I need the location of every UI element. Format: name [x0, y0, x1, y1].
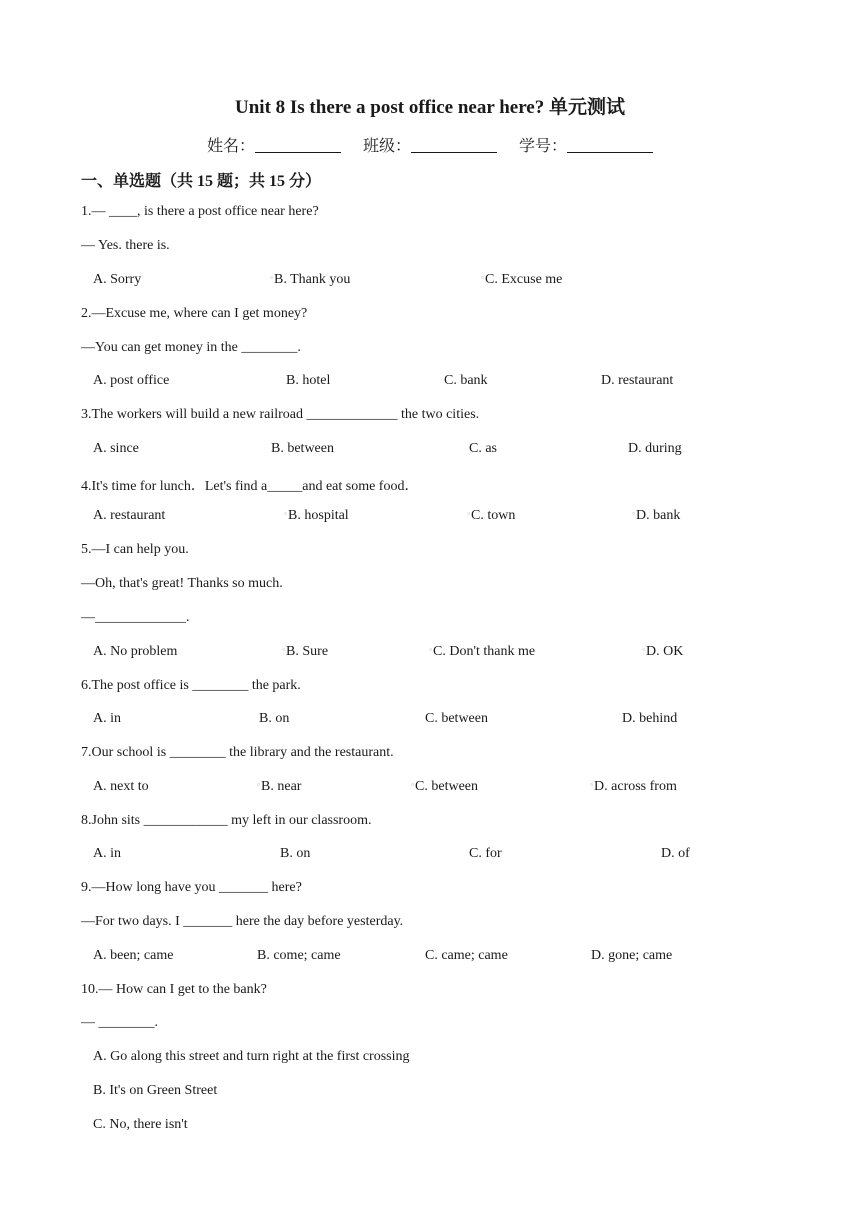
q7-option-a: A. next to [93, 779, 149, 794]
q1-option-b: ○B. Thank you [270, 272, 351, 287]
q8-option-a: A. in [93, 846, 121, 861]
q6-option-d: D. behind [622, 711, 678, 726]
page-title: Unit 8 Is there a post office near here? 单元测试 [235, 97, 625, 118]
q4-option-c: ○C. town [467, 508, 516, 523]
q3-option-a: A. since [93, 441, 139, 456]
q2-option-a: A. post office [93, 373, 170, 388]
q1-option-a: A. Sorry [93, 272, 142, 287]
q2-option-d: D. restaurant [601, 373, 674, 388]
q5-option-d: ○D. OK [642, 644, 684, 659]
question-1-stem: 1.— ____, is there a post office near here? [81, 204, 319, 219]
q6-option-c: C. between [425, 711, 488, 726]
number-label: 学号： [519, 138, 568, 155]
q5-option-a: A. No problem [93, 644, 178, 659]
question-2-stem: 2.—Excuse me, where can I get money? [81, 306, 308, 321]
q6-option-a: A. in [93, 711, 121, 726]
q10-option-b: B. It's on Green Street [93, 1083, 218, 1098]
q7-option-d: ○D. across from [590, 779, 677, 794]
q10-option-c: C. No, there isn't [93, 1117, 188, 1132]
q5-option-b: ○B. Sure [282, 644, 329, 659]
question-2-reply: —You can get money in the ________. [81, 340, 301, 355]
q4-option-a: A. restaurant [93, 508, 166, 523]
question-5-stem: 5.—I can help you. [81, 542, 189, 557]
question-9-stem: 9.—How long have you _______ here? [81, 880, 302, 895]
question-10-reply: — ________. [81, 1015, 158, 1030]
q8-option-b: B. on [280, 846, 311, 861]
q4-option-b: ○B. hospital [284, 508, 349, 523]
class-label: 班级： [362, 138, 411, 155]
q4-option-d: ○D. bank [632, 508, 681, 523]
name-label: 姓名： [206, 138, 255, 155]
q9-option-c: C. came; came [425, 948, 508, 963]
question-3-stem: 3.The workers will build a new railroad _____________ the two cities. [81, 407, 480, 422]
q9-option-d: D. gone; came [591, 948, 673, 963]
number-blank [567, 138, 653, 153]
student-info-line [0, 133, 860, 156]
q7-option-c: ○C. between [411, 779, 479, 794]
q3-option-c: C. as [469, 441, 497, 456]
question-5-reply-2: —_____________. [81, 610, 190, 625]
name-blank [255, 138, 341, 153]
question-5-reply-1: —Oh, that's great! Thanks so much. [81, 576, 283, 591]
question-7-stem: 7.Our school is ________ the library and the restaurant. [81, 745, 394, 760]
question-6-stem: 6.The post office is ________ the park. [81, 678, 301, 693]
question-8-stem: 8.John sits ____________ my left in our classroom. [81, 813, 372, 828]
q8-option-d: D. of [661, 846, 690, 861]
question-4-stem: 4.It's time for lunch．Let's find a_____and eat some food． [81, 479, 419, 494]
q7-option-b: ○B. near [257, 779, 302, 794]
q3-option-b: B. between [271, 441, 334, 456]
section-heading: 一、单选题（共 15 题；共 15 分） [81, 173, 322, 190]
q8-option-c: C. for [469, 846, 502, 861]
q10-option-a: A. Go along this street and turn right at the first crossing [93, 1049, 410, 1064]
q6-option-b: B. on [259, 711, 290, 726]
question-10-stem: 10.— How can I get to the bank? [81, 982, 267, 997]
q1-option-c: ○C. Excuse me [481, 272, 563, 287]
q5-option-c: ○C. Don't thank me [429, 644, 536, 659]
q2-option-c: C. bank [444, 373, 488, 388]
q9-option-a: A. been; came [93, 948, 174, 963]
q3-option-d: D. during [628, 441, 682, 456]
q2-option-b: B. hotel [286, 373, 331, 388]
question-9-reply: —For two days. I _______ here the day before yesterday. [81, 914, 404, 929]
class-blank [411, 138, 497, 153]
question-1-reply: — Yes. there is. [81, 238, 170, 253]
q9-option-b: B. come; came [257, 948, 341, 963]
